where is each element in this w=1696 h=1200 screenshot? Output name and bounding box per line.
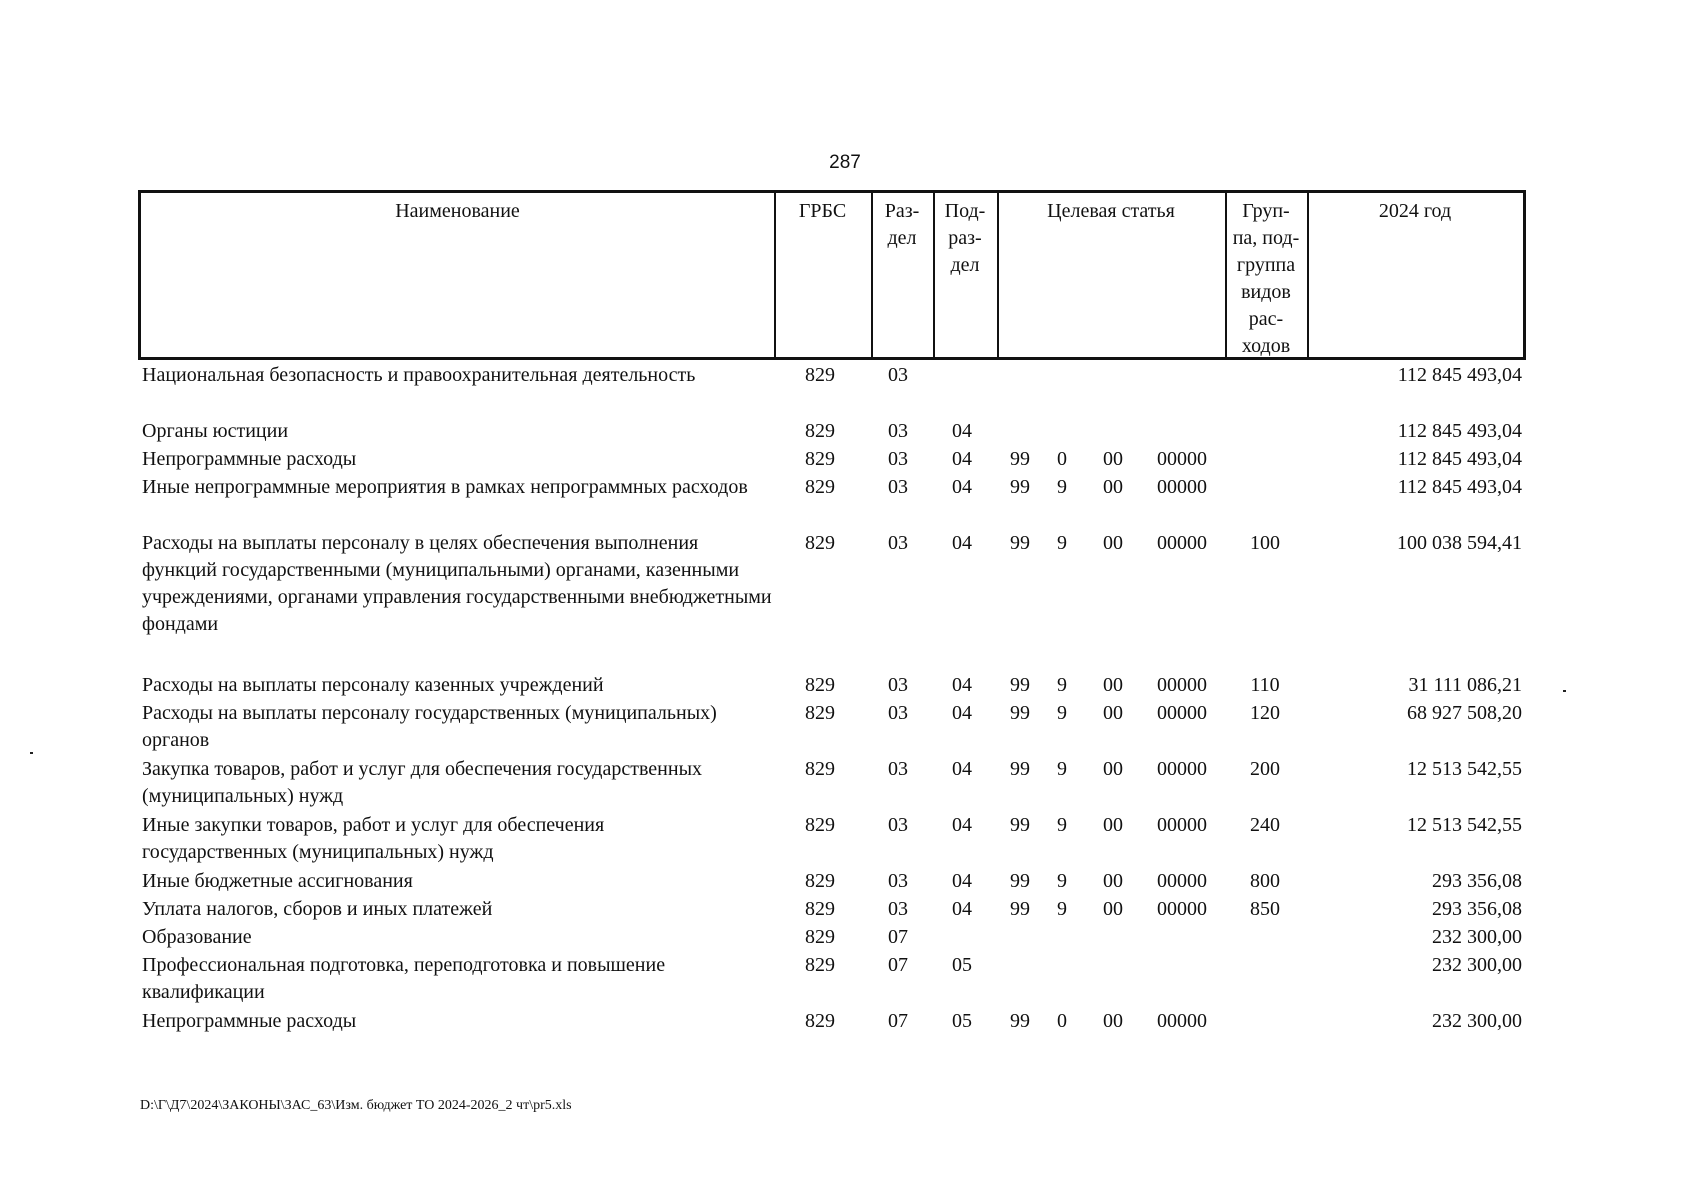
row-razdel: 03 [888,814,908,836]
row-target-part3: 00 [1103,870,1123,892]
row-grbs: 829 [805,702,835,724]
row-amount: 293 356,08 [1432,870,1522,892]
row-podrazdel: 04 [952,448,972,470]
row-grbs: 829 [805,870,835,892]
row-name: Образование [142,926,252,948]
row-name: Расходы на выплаты персоналу в целях обеспечения выполнения функций государственными (муниципальными) органами, казенными учреждениями, органами управления государственными внебюджетными фондами [142,532,772,635]
file-path-footer: D:\Г\Д7\2024\ЗАКОНЫ\ЗАС_63\Изм. бюджет ТО 2024-2026_2 чт\pr5.xls [140,1098,572,1113]
row-name: Иные непрограммные мероприятия в рамках непрограммных расходов [142,476,748,498]
header-razdel: Раз- дел [884,200,920,249]
header-name: Наименование [395,200,520,222]
row-target-part1: 99 [1010,870,1030,892]
header-target-article: Целевая статья [1047,200,1175,222]
row-name: Непрограммные расходы [142,448,357,470]
row-razdel: 03 [888,476,908,498]
row-target-part2: 9 [1057,674,1067,696]
row-razdel: 03 [888,758,908,780]
row-razdel: 03 [888,702,908,724]
row-grbs: 829 [805,1010,835,1032]
row-target-part2: 9 [1057,898,1067,920]
row-target-part1: 99 [1010,476,1030,498]
row-target-part3: 00 [1103,476,1123,498]
row-podrazdel: 04 [952,674,972,696]
row-target-part2: 9 [1057,870,1067,892]
row-target-part4: 00000 [1157,702,1207,724]
row-grbs: 829 [805,476,835,498]
header-podrazdel: Под- раз- дел [944,200,986,276]
row-grbs: 829 [805,758,835,780]
scan-speck [1563,690,1566,692]
row-amount: 68 927 508,20 [1407,702,1522,724]
row-grbs: 829 [805,420,835,442]
row-expense-group: 850 [1250,898,1280,920]
row-name: Расходы на выплаты персоналу казенных учреждений [142,674,604,696]
row-expense-group: 120 [1250,702,1280,724]
row-grbs: 829 [805,926,835,948]
row-name: Непрограммные расходы [142,1010,357,1032]
row-target-part1: 99 [1010,898,1030,920]
row-target-part2: 0 [1057,1010,1067,1032]
row-grbs: 829 [805,364,835,386]
row-expense-group: 240 [1250,814,1280,836]
row-target-part3: 00 [1103,674,1123,696]
row-podrazdel: 05 [952,1010,972,1032]
row-target-part3: 00 [1103,898,1123,920]
row-razdel: 07 [888,926,908,948]
row-podrazdel: 04 [952,702,972,724]
page-number: 287 [829,152,861,173]
row-razdel: 03 [888,364,908,386]
row-target-part2: 9 [1057,532,1067,554]
row-amount: 31 111 086,21 [1408,674,1522,696]
row-target-part3: 00 [1103,532,1123,554]
row-grbs: 829 [805,814,835,836]
row-target-part1: 99 [1010,758,1030,780]
row-amount: 112 845 493,04 [1397,476,1522,498]
row-target-part4: 00000 [1157,674,1207,696]
row-razdel: 07 [888,1010,908,1032]
row-name: Закупка товаров, работ и услуг для обеспечения государственных (муниципальных) нужд [142,758,703,807]
row-target-part1: 99 [1010,674,1030,696]
row-grbs: 829 [805,448,835,470]
row-expense-group: 800 [1250,870,1280,892]
row-amount: 12 513 542,55 [1407,814,1522,836]
row-razdel: 07 [888,954,908,976]
row-razdel: 03 [888,898,908,920]
row-name: Профессиональная подготовка, переподготовка и повышение квалификации [142,954,666,1003]
row-podrazdel: 04 [952,532,972,554]
row-target-part3: 00 [1103,448,1123,470]
row-target-part2: 9 [1057,814,1067,836]
row-amount: 293 356,08 [1432,898,1522,920]
row-razdel: 03 [888,532,908,554]
row-target-part4: 00000 [1157,1010,1207,1032]
row-amount: 100 038 594,41 [1397,532,1522,554]
row-podrazdel: 04 [952,898,972,920]
row-amount: 232 300,00 [1432,1010,1522,1032]
row-target-part1: 99 [1010,532,1030,554]
row-podrazdel: 04 [952,814,972,836]
row-podrazdel: 04 [952,758,972,780]
header-year: 2024 год [1378,200,1452,222]
row-razdel: 03 [888,674,908,696]
row-target-part1: 99 [1010,448,1030,470]
row-razdel: 03 [888,420,908,442]
row-podrazdel: 05 [952,954,972,976]
row-target-part2: 9 [1057,476,1067,498]
row-target-part3: 00 [1103,1010,1123,1032]
row-expense-group: 200 [1250,758,1280,780]
row-target-part3: 00 [1103,758,1123,780]
row-amount: 112 845 493,04 [1397,448,1522,470]
row-amount: 112 845 493,04 [1397,364,1522,386]
row-razdel: 03 [888,870,908,892]
row-target-part3: 00 [1103,702,1123,724]
row-name: Уплата налогов, сборов и иных платежей [142,898,493,920]
row-target-part3: 00 [1103,814,1123,836]
header-expense-group: Груп- па, под- группа видов рас- ходов [1232,200,1300,357]
row-name: Расходы на выплаты персоналу государственных (муниципальных) органов [142,702,717,751]
row-target-part4: 00000 [1157,532,1207,554]
row-podrazdel: 04 [952,420,972,442]
header-grbs: ГРБС [798,200,847,222]
row-amount: 232 300,00 [1432,926,1522,948]
row-target-part2: 0 [1057,448,1067,470]
row-name: Иные закупки товаров, работ и услуг для обеспечения государственных (муниципальных) нужд [142,814,605,863]
row-target-part4: 00000 [1157,870,1207,892]
row-amount: 12 513 542,55 [1407,758,1522,780]
row-grbs: 829 [805,532,835,554]
row-razdel: 03 [888,448,908,470]
row-amount: 112 845 493,04 [1397,420,1522,442]
row-expense-group: 100 [1250,532,1280,554]
scan-speck [30,752,33,754]
row-target-part4: 00000 [1157,758,1207,780]
row-name: Органы юстиции [142,420,289,442]
row-amount: 232 300,00 [1432,954,1522,976]
row-target-part4: 00000 [1157,476,1207,498]
row-name: Иные бюджетные ассигнования [142,870,413,892]
row-target-part2: 9 [1057,758,1067,780]
row-target-part1: 99 [1010,814,1030,836]
row-target-part1: 99 [1010,1010,1030,1032]
row-podrazdel: 04 [952,476,972,498]
row-target-part4: 00000 [1157,448,1207,470]
row-grbs: 829 [805,954,835,976]
row-target-part2: 9 [1057,702,1067,724]
row-target-part4: 00000 [1157,898,1207,920]
row-grbs: 829 [805,898,835,920]
row-grbs: 829 [805,674,835,696]
row-expense-group: 110 [1250,674,1280,696]
row-podrazdel: 04 [952,870,972,892]
row-target-part4: 00000 [1157,814,1207,836]
row-target-part1: 99 [1010,702,1030,724]
row-name: Национальная безопасность и правоохранительная деятельность [142,364,696,386]
